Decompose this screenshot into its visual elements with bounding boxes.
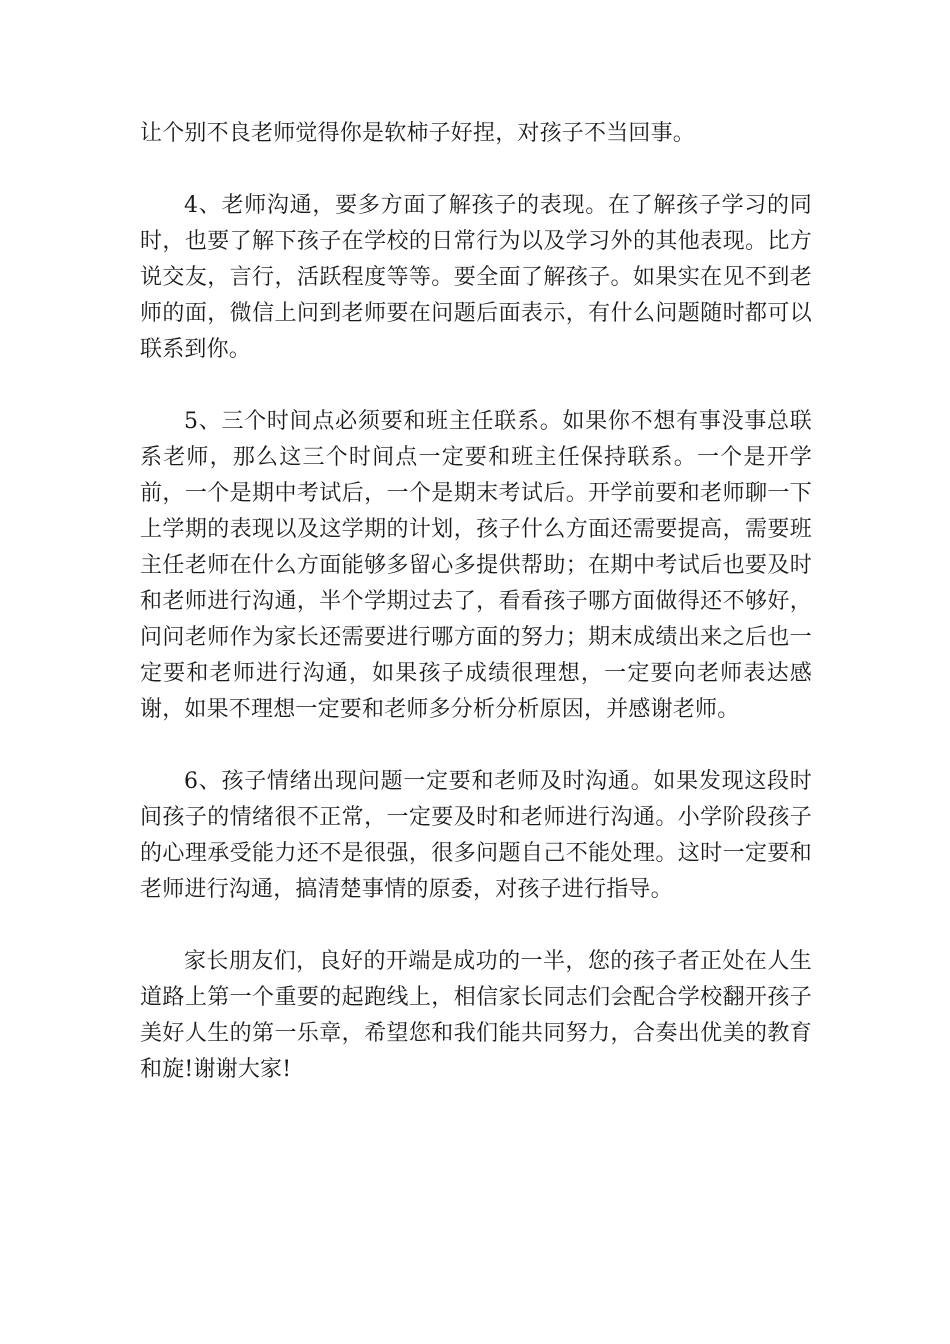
paragraph-item-4: 4、老师沟通，要多方面了解孩子的表现。在了解孩子学习的同时，也要了解下孩子在学校的日常行为以及学习外的其他表现。比方说交友，言行，活跃程度等等。要全面了解孩子。如果实在见不到老师的面，微信上问到老师要在问题后面表示，有什么问题随时都可以联系到你。 — [140, 193, 812, 362]
document-body — [140, 116, 812, 1124]
paragraph-item-6: 6、孩子情绪出现问题一定要和老师及时沟通。如果发现这段时间孩子的情绪很不正常，一定要及时和老师进行沟通。小学阶段孩子的心理承受能力还不是很强，很多问题自己不能处理。这时一定要和老师进行沟通，搞清楚事情的原委，对孩子进行指导。 — [140, 769, 812, 902]
paragraph-closing: 家长朋友们，良好的开端是成功的一半，您的孩子者正处在人生道路上第一个重要的起跑线上，相信家长同志们会配合学校翻开孩子美好人生的第一乐章，希望您和我们能共同努力，合奏出优美的教育和旋!谢谢大家! — [140, 949, 812, 1082]
paragraph-continuation: 让个别不良老师觉得你是软柿子好捏，对孩子不当回事。 — [140, 121, 696, 146]
paragraph-item-5: 5、三个时间点必须要和班主任联系。如果你不想有事没事总联系老师，那么这三个时间点一定要和班主任保持联系。一个是开学前，一个是期中考试后，一个是期末考试后。开学前要和老师聊一下上学期的表现以及这学期的计划，孩子什么方面还需要提高，需要班主任老师在什么方面能够多留心多提供帮助；在期中考试后也要及时和老师进行沟通，半个学期过去了，看看孩子哪方面做得还不够好，问问老师作为家长还需要进行哪方面的努力；期末成绩出来之后也一定要和老师进行沟通，如果孩子成绩很理想，一定要向老师表达感谢，如果不理想一定要和老师多分析分析原因，并感谢老师。 — [140, 409, 812, 722]
